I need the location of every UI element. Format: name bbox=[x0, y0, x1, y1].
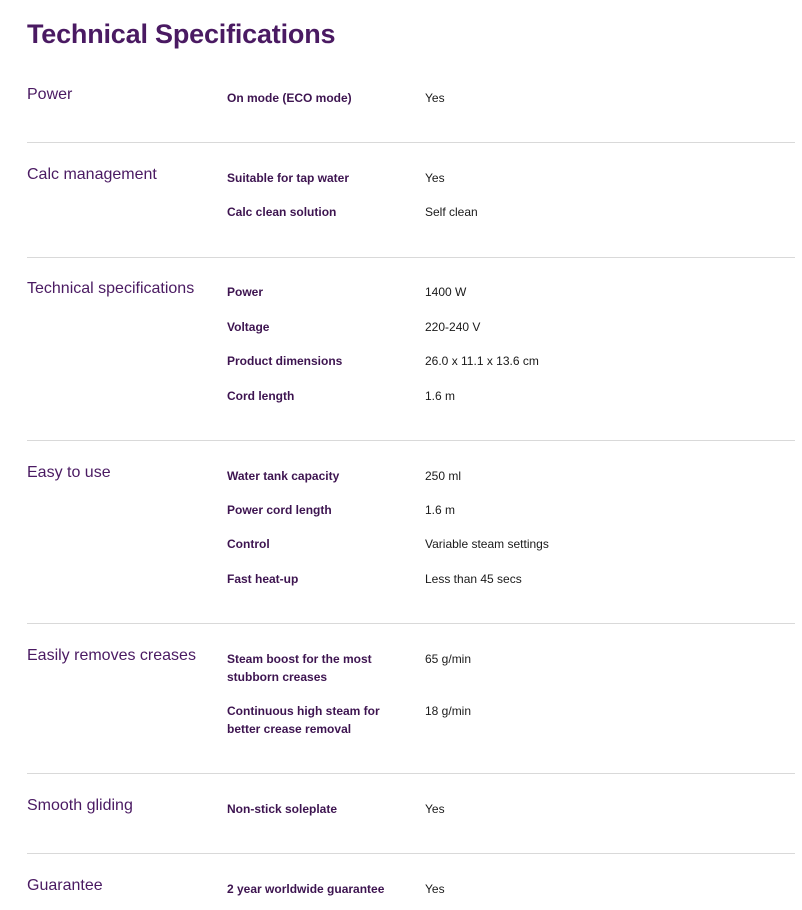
spec-value: 1400 W bbox=[425, 285, 467, 299]
spec-label: On mode (ECO mode) bbox=[227, 91, 352, 105]
spec-label: 2 year worldwide guarantee bbox=[227, 882, 385, 896]
spec-label: Calc clean solution bbox=[227, 205, 337, 219]
spec-label: Power cord length bbox=[227, 503, 332, 517]
section-divider bbox=[27, 773, 795, 774]
spec-label: Continuous high steam for better crease removal bbox=[227, 704, 380, 736]
spec-value: 65 g/min bbox=[425, 652, 472, 666]
section-divider bbox=[27, 257, 795, 258]
spec-label: Non-stick soleplate bbox=[227, 802, 338, 816]
section-title: Smooth gliding bbox=[27, 797, 133, 814]
spec-label: Power bbox=[227, 285, 264, 299]
spec-value: 250 ml bbox=[425, 469, 462, 483]
section-divider bbox=[27, 853, 795, 854]
section-title: Easy to use bbox=[27, 464, 111, 481]
spec-value: 1.6 m bbox=[425, 503, 456, 517]
spec-label: Voltage bbox=[227, 320, 270, 334]
spec-label: Suitable for tap water bbox=[227, 171, 350, 185]
section-title: Technical specifications bbox=[27, 280, 195, 297]
spec-value: Yes bbox=[425, 171, 445, 185]
spec-value: 26.0 x 11.1 x 13.6 cm bbox=[425, 354, 539, 368]
section-divider bbox=[27, 142, 795, 143]
spec-value: 220-240 V bbox=[425, 320, 481, 334]
section-divider bbox=[27, 623, 795, 624]
section-title: Guarantee bbox=[27, 877, 103, 894]
spec-label: Water tank capacity bbox=[227, 469, 340, 483]
spec-value: Yes bbox=[425, 882, 445, 896]
spec-value: Yes bbox=[425, 91, 445, 105]
section-title: Easily removes creases bbox=[27, 647, 196, 664]
spec-value: Less than 45 secs bbox=[425, 572, 522, 586]
section-title: Power bbox=[27, 86, 73, 103]
spec-label: Product dimensions bbox=[227, 354, 343, 368]
spec-value: 1.6 m bbox=[425, 389, 456, 403]
spec-value: Yes bbox=[425, 802, 445, 816]
spec-label: Fast heat-up bbox=[227, 572, 299, 586]
section-title: Calc management bbox=[27, 166, 157, 183]
spec-label: Control bbox=[227, 537, 270, 551]
spec-value: Variable steam settings bbox=[425, 537, 549, 551]
spec-value: 18 g/min bbox=[425, 704, 472, 718]
spec-label: Steam boost for the most stubborn creases bbox=[227, 652, 372, 684]
spec-value: Self clean bbox=[425, 205, 478, 219]
section-divider bbox=[27, 440, 795, 441]
spec-label: Cord length bbox=[227, 389, 295, 403]
page-title: Technical Specifications bbox=[27, 19, 336, 49]
